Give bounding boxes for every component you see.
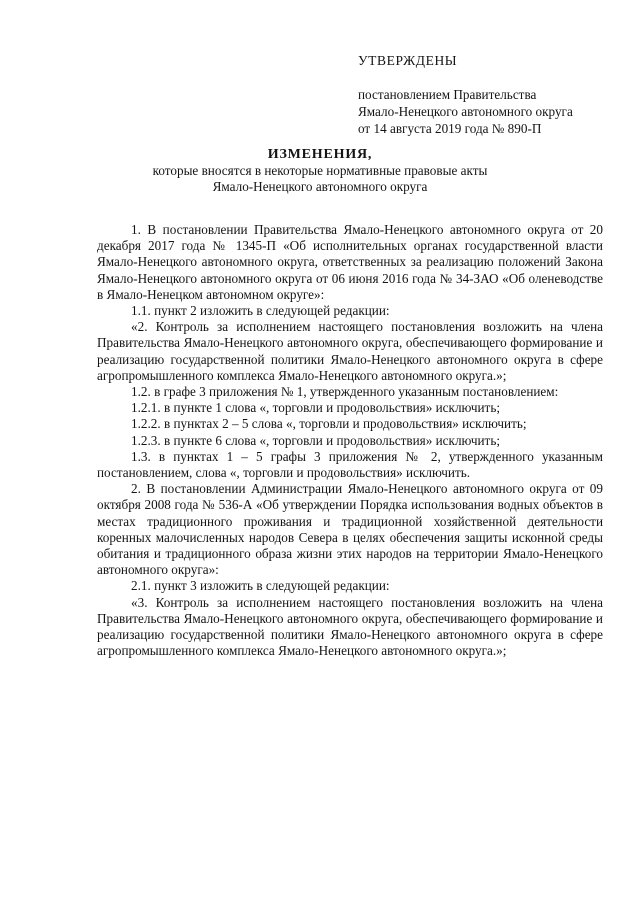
paragraph-2: 2. В постановлении Администрации Ямало-Ненецкого автономного округа от 09 октября 2008 года № 536-А «Об утверждении Порядка использования водных объектов в местах традиционного проживания и традиционной хозяйственной деятельности коренных малочисленных народов Севера в целях обеспечения защиты исконной среды обитания и традиционного образа жизни этих народов на территории Ямало-Ненецкого автономного округа»: [97, 481, 603, 578]
approval-line-1: постановлением Правительства [358, 87, 537, 102]
title-line-2: Ямало-Ненецкого автономного округа [212, 179, 428, 194]
title-line-1: которые вносятся в некоторые нормативные правовые акты [152, 163, 488, 178]
document-title [100, 147, 540, 195]
paragraph-1-1: 1.1. пункт 2 изложить в следующей редакции: [131, 303, 390, 319]
approval-stamp [358, 52, 628, 137]
paragraph-1-1-text: «2. Контроль за исполнением настоящего постановления возложить на члена Правительства Ямало-Ненецкого автономного округа, обеспечивающего формирование и реализацию государственной политики Ямало-Ненецкого автономного округа в сфере агропромышленного комплекса Ямало-Ненецкого автономного округа.»; [97, 319, 603, 383]
paragraph-1: 1. В постановлении Правительства Ямало-Ненецкого автономного округа от 20 декабря 2017 года № 1345-П «Об исполнительных органах государственной власти Ямало-Ненецкого автономного округа, ответственных за реализацию положений Закона Ямало-Ненецкого автономного округа от 06 июня 2016 года № 34-ЗАО «Об оленеводстве в Ямало-Ненецком автономном округе»: [97, 222, 603, 302]
title-heading: ИЗМЕНЕНИЯ, [267, 147, 373, 162]
paragraph-1-2-2: 1.2.2. в пунктах 2 – 5 слова «, торговли и продовольствия» исключить; [131, 416, 527, 432]
approval-line-2: Ямало-Ненецкого автономного округа [358, 104, 573, 119]
document-body [97, 222, 603, 659]
approval-line-3: от 14 августа 2019 года № 890-П [358, 121, 542, 136]
paragraph-2-1-text: «3. Контроль за исполнением настоящего постановления возложить на члена Правительства Ямало-Ненецкого автономного округа, обеспечивающего формирование и реализацию государственной политики Ямало-Ненецкого автономного округа в сфере агропромышленного комплекса Ямало-Ненецкого автономного округа.»; [97, 594, 603, 659]
paragraph-1-2: 1.2. в графе 3 приложения № 1, утвержденного указанным постановлением: [131, 384, 559, 400]
paragraph-1-2-3: 1.2.3. в пункте 6 слова «, торговли и продовольствия» исключить; [131, 432, 501, 448]
approved-label: УТВЕРЖДЕНЫ [358, 53, 458, 68]
paragraph-2-1: 2.1. пункт 3 изложить в следующей редакции: [131, 578, 390, 594]
paragraph-1-2-1: 1.2.1. в пункте 1 слова «, торговли и продовольствия» исключить; [131, 400, 501, 416]
paragraph-1-3: 1.3. в пунктах 1 – 5 графы 3 приложения № 2, утвержденного указанным постановлением, слова «, торговли и продовольствия» исключить. [97, 448, 603, 481]
